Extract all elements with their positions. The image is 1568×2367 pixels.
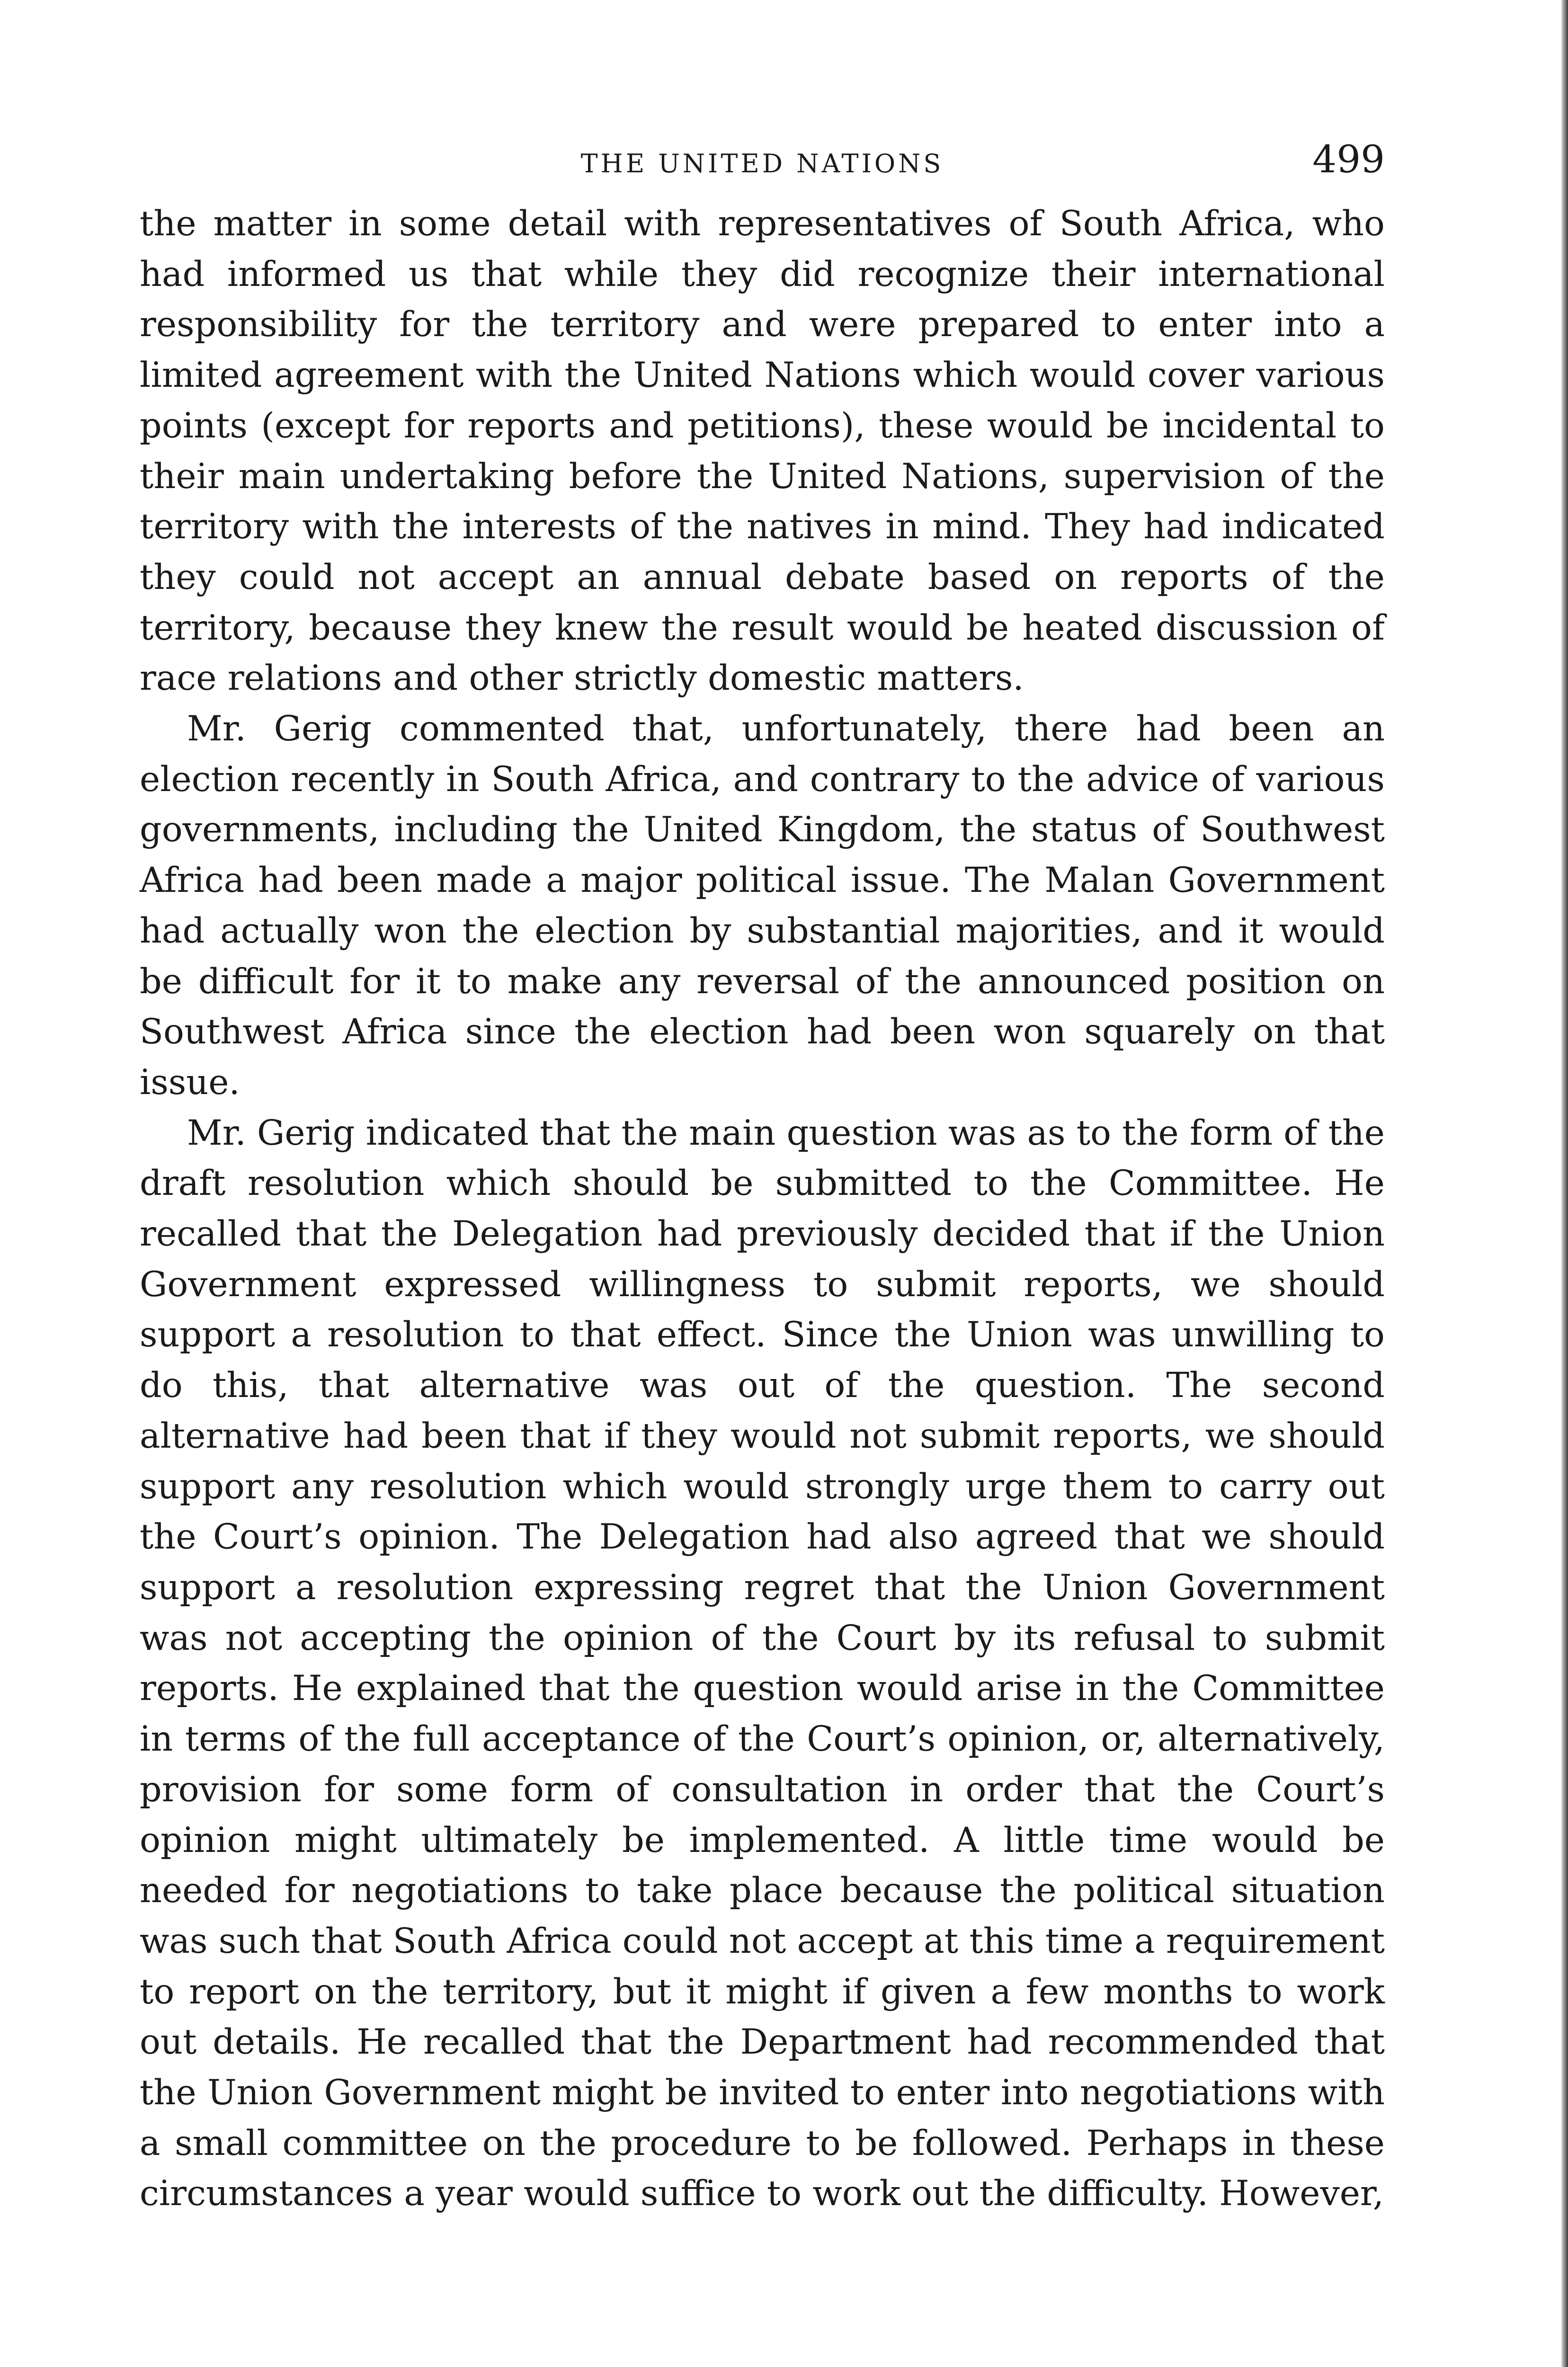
paragraph-election: Mr. Gerig commented that, unfortunately, there had been an election recently in South Africa, and contrary to the advice of various governments, including the United Kingdom, the status of Southwest Africa had been made a major political issue. The Malan Government had actually won the election by substantial majorities, and it would be difficult for it to make any reversal of the announced position on Southwest Africa since the election had been won squarely on that issue. [140,709,1385,1103]
scan-edge-shadow [1561,0,1568,2367]
paragraph-draft-resolution: Mr. Gerig indicated that the main question was as to the form of the draft resolution which should be submitted to the Committee. He recalled that the Delegation had previously decided that if the Union Government expressed willingness to submit reports, we should support a resolution to that effect. Since the Union was unwilling to do this, that alternative was out of the question. The second alternative had been that if they would not submit reports, we should support any resolution which would strongly urge them to carry out the Court’s opinion. The Delegation had also agreed that we should support a resolution expressing regret that the Union Government was not accepting the opinion of the Court by its refusal to submit reports. He explained that the question would arise in the Committee in terms of the full acceptance of the Court’s opinion, or, alternatively, provision for some form of consultation in order that the Court’s opinion might ultimately be implemented. A little time would be needed for negotiations to take place because the political situation was such that South Africa could not accept at this time a requirement to report on the territory, but it might if given a few months to work out details. He recalled that the Department had recommended that the Union Government might be invited to enter into negotiations with a small committee on the procedure to be followed. Perhaps in these circumstances a year would suffice to work out the difficulty. However, [140,1112,1385,2214]
page-header [140,137,1385,194]
body-text [140,199,1385,2219]
paragraph-continuation: the matter in some detail with representatives of South Africa, who had informed us that while they did recognize their international responsibility for the territory and were prepared to enter into a limited agreement with the United Nations which would cover various points (except for reports and petitions), these would be incidental to their main undertaking before the United Nations, supervision of the territory with the interests of the natives in mind. They had indicated they could not accept an annual debate based on reports of the territory, because they knew the result would be heated discussion of race relations and other strictly domestic matters. [140,204,1385,699]
running-head: THE UNITED NATIONS [580,149,944,178]
page-number: 499 [1312,137,1385,181]
document-page [140,137,1385,2219]
